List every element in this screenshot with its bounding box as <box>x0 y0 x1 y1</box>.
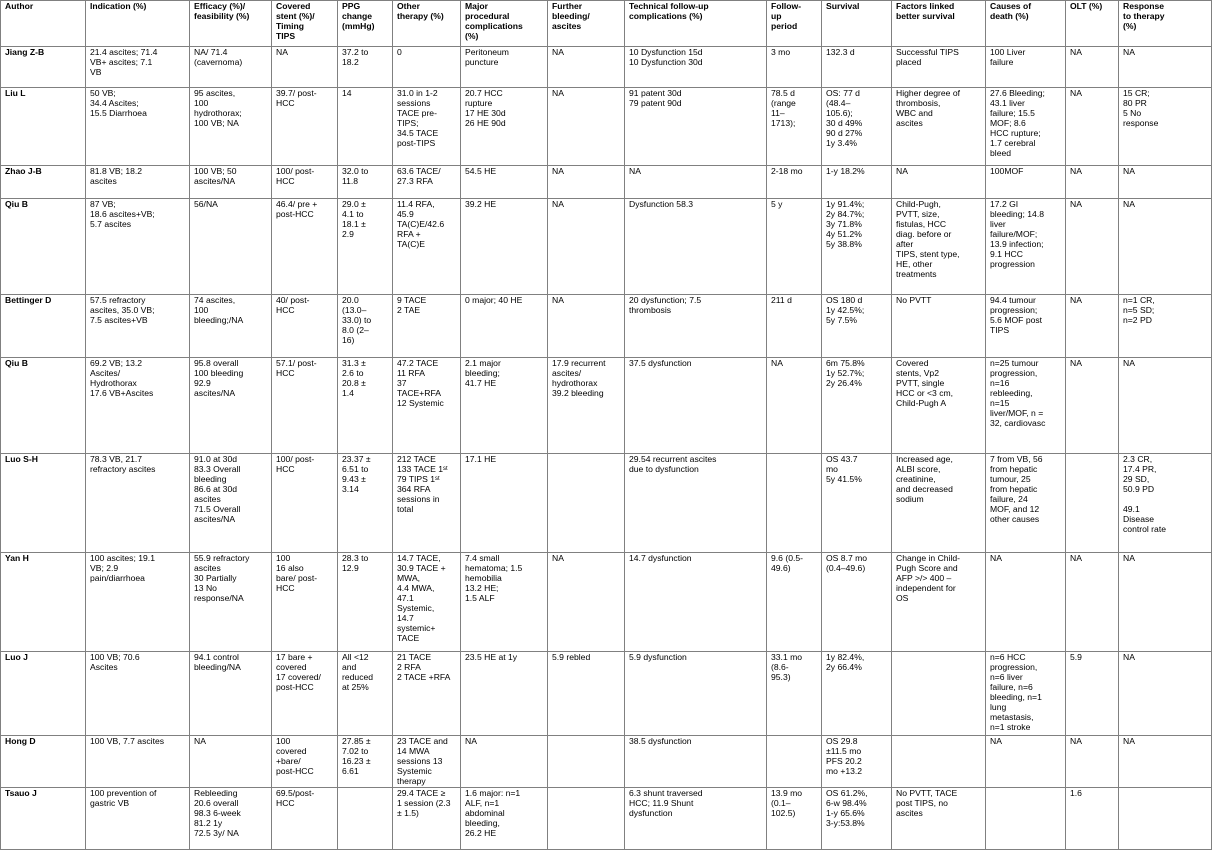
cell-causes-of-death: 27.6 Bleeding; 43.1 liver failure; 15.5 MOF; 8.6 HCC rupture; 1.7 cerebral bleed <box>986 88 1066 166</box>
cell-further-bleeding: NA <box>548 166 625 199</box>
cell-ppg-change: 29.0 ± 4.1 to 18.1 ± 2.9 <box>338 199 393 295</box>
cell-survival: 6m 75.8% 1y 52.7%; 2y 26.4% <box>822 358 892 454</box>
cell-further-bleeding: NA <box>548 88 625 166</box>
cell-covered-stent: 100/ post- HCC <box>272 454 338 553</box>
cell-technical-complications: Dysfunction 58.3 <box>625 199 767 295</box>
cell-follow-up: 5 y <box>767 199 822 295</box>
cell-olt: NA <box>1066 736 1119 788</box>
cell-efficacy: 95.8 overall 100 bleeding 92.9 ascites/NA <box>190 358 272 454</box>
cell-survival: OS 29.8 ±11.5 mo PFS 20.2 mo +13.2 <box>822 736 892 788</box>
cell-efficacy: 91.0 at 30d 83.3 Overall bleeding 86.6 at 30d ascites 71.5 Overall ascites/NA <box>190 454 272 553</box>
table-row <box>1 454 1212 553</box>
cell-efficacy: NA/ 71.4 (cavernoma) <box>190 47 272 88</box>
cell-response: NA <box>1119 358 1212 454</box>
cell-olt: 5.9 <box>1066 652 1119 736</box>
cell-causes-of-death <box>986 787 1066 849</box>
cell-survival: OS 180 d 1y 42.5%; 5y 7.5% <box>822 295 892 358</box>
cell-efficacy: NA <box>190 736 272 788</box>
cell-response: n=1 CR, n=5 SD; n=2 PD <box>1119 295 1212 358</box>
cell-author: Yan H <box>1 553 86 652</box>
cell-indication: 87 VB; 18.6 ascites+VB; 5.7 ascites <box>86 199 190 295</box>
cell-follow-up: 33.1 mo (8.6- 95.3) <box>767 652 822 736</box>
column-header-response: Response to therapy (%) <box>1119 1 1212 47</box>
cell-indication: 100 VB, 7.7 ascites <box>86 736 190 788</box>
table-row <box>1 47 1212 88</box>
column-header-efficacy: Efficacy (%)/ feasibility (%) <box>190 1 272 47</box>
cell-efficacy: Rebleeding 20.6 overall 98.3 6-week 81.2 1y 72.5 3y/ NA <box>190 787 272 849</box>
cell-efficacy: 74 ascites, 100 bleeding;/NA <box>190 295 272 358</box>
cell-causes-of-death: 17.2 GI bleeding; 14.8 liver failure/MOF; 13.9 infection; 9.1 HCC progression <box>986 199 1066 295</box>
cell-indication: 57.5 refractory ascites, 35.0 VB; 7.5 ascites+VB <box>86 295 190 358</box>
column-header-author: Author <box>1 1 86 47</box>
cell-efficacy: 100 VB; 50 ascites/NA <box>190 166 272 199</box>
cell-indication: 100 VB; 70.6 Ascites <box>86 652 190 736</box>
cell-author: Liu L <box>1 88 86 166</box>
cell-procedural-complications: 23.5 HE at 1y <box>461 652 548 736</box>
cell-response: 2.3 CR, 17.4 PR, 29 SD, 50.9 PD 49.1 Disease control rate <box>1119 454 1212 553</box>
column-header-olt: OLT (%) <box>1066 1 1119 47</box>
cell-survival: OS 61.2%, 6-w 98.4% 1-y 65.6% 3-y:53.8% <box>822 787 892 849</box>
cell-olt: NA <box>1066 358 1119 454</box>
cell-survival-factors <box>892 652 986 736</box>
table-row <box>1 553 1212 652</box>
cell-covered-stent: 46.4/ pre + post-HCC <box>272 199 338 295</box>
cell-covered-stent: 40/ post- HCC <box>272 295 338 358</box>
cell-efficacy: 94.1 control bleeding/NA <box>190 652 272 736</box>
cell-author: Zhao J-B <box>1 166 86 199</box>
cell-procedural-complications: Peritoneum puncture <box>461 47 548 88</box>
cell-survival: OS 8.7 mo (0.4–49.6) <box>822 553 892 652</box>
cell-further-bleeding: NA <box>548 295 625 358</box>
cell-author: Luo S-H <box>1 454 86 553</box>
cell-indication: 50 VB; 34.4 Ascites; 15.5 Diarrhoea <box>86 88 190 166</box>
column-header-indication: Indication (%) <box>86 1 190 47</box>
cell-olt: NA <box>1066 553 1119 652</box>
cell-technical-complications: 6.3 shunt traversed HCC; 11.9 Shunt dysfunction <box>625 787 767 849</box>
cell-olt: NA <box>1066 47 1119 88</box>
cell-survival-factors: No PVTT <box>892 295 986 358</box>
cell-survival: OS: 77 d (48.4– 105.6); 30 d 49% 90 d 27% 1y 3.4% <box>822 88 892 166</box>
cell-covered-stent: 17 bare + covered 17 covered/ post-HCC <box>272 652 338 736</box>
cell-olt <box>1066 454 1119 553</box>
column-header-other-therapy: Other therapy (%) <box>393 1 461 47</box>
cell-olt: NA <box>1066 295 1119 358</box>
cell-technical-complications: 14.7 dysfunction <box>625 553 767 652</box>
cell-causes-of-death: NA <box>986 736 1066 788</box>
cell-author: Tsauo J <box>1 787 86 849</box>
table-row <box>1 787 1212 849</box>
cell-procedural-complications: 1.6 major: n=1 ALF, n=1 abdominal bleeding, 26.2 HE <box>461 787 548 849</box>
cell-survival-factors <box>892 736 986 788</box>
cell-survival-factors: No PVTT, TACE post TIPS, no ascites <box>892 787 986 849</box>
cell-survival: 1y 82.4%, 2y 66.4% <box>822 652 892 736</box>
column-header-further-bleeding: Further bleeding/ ascites <box>548 1 625 47</box>
cell-procedural-complications: 39.2 HE <box>461 199 548 295</box>
cell-indication: 100 prevention of gastric VB <box>86 787 190 849</box>
cell-further-bleeding: NA <box>548 47 625 88</box>
cell-olt: NA <box>1066 88 1119 166</box>
cell-further-bleeding: 5.9 rebled <box>548 652 625 736</box>
cell-other-therapy: 21 TACE 2 RFA 2 TACE +RFA <box>393 652 461 736</box>
cell-author: Jiang Z-B <box>1 47 86 88</box>
table-row <box>1 199 1212 295</box>
column-header-procedural-complications: Major procedural complications (%) <box>461 1 548 47</box>
cell-ppg-change: 37.2 to 18.2 <box>338 47 393 88</box>
cell-survival: OS 43.7 mo 5y 41.5% <box>822 454 892 553</box>
column-header-technical-complications: Technical follow-up complications (%) <box>625 1 767 47</box>
cell-response: 15 CR; 80 PR 5 No response <box>1119 88 1212 166</box>
cell-causes-of-death: n=6 HCC progression, n=6 liver failure, n=6 bleeding, n=1 lung metastasis, n=1 stroke <box>986 652 1066 736</box>
cell-procedural-complications: 2.1 major bleeding; 41.7 HE <box>461 358 548 454</box>
cell-causes-of-death: 7 from VB, 56 from hepatic tumour, 25 from hepatic failure, 24 MOF, and 12 other causes <box>986 454 1066 553</box>
cell-efficacy: 95 ascites, 100 hydrothorax; 100 VB; NA <box>190 88 272 166</box>
cell-survival-factors: Child-Pugh, PVTT, size, fistulas, HCC diag. before or after TIPS, stent type, HE, other treatments <box>892 199 986 295</box>
cell-procedural-complications: 7.4 small hematoma; 1.5 hemobilia 13.2 HE; 1.5 ALF <box>461 553 548 652</box>
cell-follow-up: 9.6 (0.5- 49.6) <box>767 553 822 652</box>
cell-further-bleeding <box>548 787 625 849</box>
cell-efficacy: 56/NA <box>190 199 272 295</box>
cell-follow-up <box>767 454 822 553</box>
cell-ppg-change: 14 <box>338 88 393 166</box>
cell-survival-factors: Increased age, ALBI score, creatinine, and decreased sodium <box>892 454 986 553</box>
cell-further-bleeding <box>548 454 625 553</box>
cell-author: Bettinger D <box>1 295 86 358</box>
cell-survival-factors: NA <box>892 166 986 199</box>
cell-other-therapy: 11.4 RFA, 45.9 TA(C)E/42.6 RFA + TA(C)E <box>393 199 461 295</box>
column-header-survival-factors: Factors linked better survival <box>892 1 986 47</box>
cell-indication: 78.3 VB, 21.7 refractory ascites <box>86 454 190 553</box>
column-header-causes-of-death: Causes of death (%) <box>986 1 1066 47</box>
cell-covered-stent: 57.1/ post- HCC <box>272 358 338 454</box>
cell-other-therapy: 212 TACE 133 TACE 1ˢᵗ 79 TIPS 1ˢᵗ 364 RFA sessions in total <box>393 454 461 553</box>
cell-covered-stent: 100 covered +bare/ post-HCC <box>272 736 338 788</box>
cell-technical-complications: 20 dysfunction; 7.5 thrombosis <box>625 295 767 358</box>
cell-olt: 1.6 <box>1066 787 1119 849</box>
cell-other-therapy: 31.0 in 1-2 sessions TACE pre- TIPS; 34.5 TACE post-TIPS <box>393 88 461 166</box>
table-row <box>1 295 1212 358</box>
cell-response: NA <box>1119 736 1212 788</box>
cell-other-therapy: 23 TACE and 14 MWA sessions 13 Systemic therapy <box>393 736 461 788</box>
cell-technical-complications: 38.5 dysfunction <box>625 736 767 788</box>
cell-further-bleeding <box>548 736 625 788</box>
cell-survival-factors: Higher degree of thrombosis, WBC and ascites <box>892 88 986 166</box>
table-row <box>1 166 1212 199</box>
cell-survival-factors: Successful TIPS placed <box>892 47 986 88</box>
cell-causes-of-death: 100MOF <box>986 166 1066 199</box>
cell-other-therapy: 29.4 TACE ≥ 1 session (2.3 ± 1.5) <box>393 787 461 849</box>
cell-further-bleeding: NA <box>548 199 625 295</box>
cell-efficacy: 55.9 refractory ascites 30 Partially 13 No response/NA <box>190 553 272 652</box>
cell-procedural-complications: 17.1 HE <box>461 454 548 553</box>
cell-causes-of-death: NA <box>986 553 1066 652</box>
cell-survival: 132.3 d <box>822 47 892 88</box>
cell-technical-complications: 91 patent 30d 79 patent 90d <box>625 88 767 166</box>
cell-olt: NA <box>1066 199 1119 295</box>
cell-covered-stent: 69.5/post- HCC <box>272 787 338 849</box>
table-row <box>1 736 1212 788</box>
table-row <box>1 88 1212 166</box>
cell-causes-of-death: n=25 tumour progression, n=16 rebleeding, n=15 liver/MOF, n = 32, cardiovasc <box>986 358 1066 454</box>
cell-follow-up: 13.9 mo (0.1– 102.5) <box>767 787 822 849</box>
cell-follow-up <box>767 736 822 788</box>
cell-indication: 69.2 VB; 13.2 Ascites/ Hydrothorax 17.6 VB+Ascites <box>86 358 190 454</box>
cell-ppg-change: 23.37 ± 6.51 to 9.43 ± 3.14 <box>338 454 393 553</box>
cell-covered-stent: NA <box>272 47 338 88</box>
column-header-survival: Survival <box>822 1 892 47</box>
cell-follow-up: 3 mo <box>767 47 822 88</box>
column-header-follow-up: Follow- up period <box>767 1 822 47</box>
cell-survival: 1-y 18.2% <box>822 166 892 199</box>
cell-ppg-change: 32.0 to 11.8 <box>338 166 393 199</box>
cell-ppg-change: 31.3 ± 2.6 to 20.8 ± 1.4 <box>338 358 393 454</box>
cell-procedural-complications: NA <box>461 736 548 788</box>
cell-author: Qiu B <box>1 358 86 454</box>
cell-follow-up: 211 d <box>767 295 822 358</box>
cell-survival-factors: Change in Child- Pugh Score and AFP >/> 400 – independent for OS <box>892 553 986 652</box>
cell-procedural-complications: 20.7 HCC rupture 17 HE 30d 26 HE 90d <box>461 88 548 166</box>
cell-technical-complications: 37.5 dysfunction <box>625 358 767 454</box>
cell-survival-factors: Covered stents, Vp2 PVTT, single HCC or <3 cm, Child-Pugh A <box>892 358 986 454</box>
cell-covered-stent: 100 16 also bare/ post- HCC <box>272 553 338 652</box>
cell-response <box>1119 787 1212 849</box>
column-header-ppg-change: PPG change (mmHg) <box>338 1 393 47</box>
cell-follow-up: 2-18 mo <box>767 166 822 199</box>
cell-survival: 1y 91.4%; 2y 84.7%; 3y 71.8% 4y 51.2% 5y 38.8% <box>822 199 892 295</box>
cell-response: NA <box>1119 166 1212 199</box>
header-row <box>1 1 1212 47</box>
cell-other-therapy: 63.6 TACE/ 27.3 RFA <box>393 166 461 199</box>
cell-author: Luo J <box>1 652 86 736</box>
cell-follow-up: NA <box>767 358 822 454</box>
cell-ppg-change: 27.85 ± 7.02 to 16.23 ± 6.61 <box>338 736 393 788</box>
table-row <box>1 358 1212 454</box>
cell-other-therapy: 0 <box>393 47 461 88</box>
cell-technical-complications: 10 Dysfunction 15d 10 Dysfunction 30d <box>625 47 767 88</box>
cell-causes-of-death: 100 Liver failure <box>986 47 1066 88</box>
cell-other-therapy: 47.2 TACE 11 RFA 37 TACE+RFA 12 Systemic <box>393 358 461 454</box>
cell-further-bleeding: 17.9 recurrent ascites/ hydrothorax 39.2 bleeding <box>548 358 625 454</box>
cell-ppg-change <box>338 787 393 849</box>
cell-technical-complications: NA <box>625 166 767 199</box>
cell-response: NA <box>1119 553 1212 652</box>
cell-ppg-change: 28.3 to 12.9 <box>338 553 393 652</box>
cell-ppg-change: All <12 and reduced at 25% <box>338 652 393 736</box>
cell-causes-of-death: 94.4 tumour progression; 5.6 MOF post TIPS <box>986 295 1066 358</box>
cell-indication: 100 ascites; 19.1 VB; 2.9 pain/diarrhoea <box>86 553 190 652</box>
cell-other-therapy: 14.7 TACE, 30.9 TACE + MWA, 4.4 MWA, 47.1 Systemic, 14.7 systemic+ TACE <box>393 553 461 652</box>
cell-procedural-complications: 54.5 HE <box>461 166 548 199</box>
cell-covered-stent: 39.7/ post- HCC <box>272 88 338 166</box>
cell-author: Qiu B <box>1 199 86 295</box>
cell-technical-complications: 5.9 dysfunction <box>625 652 767 736</box>
cell-other-therapy: 9 TACE 2 TAE <box>393 295 461 358</box>
cell-response: NA <box>1119 652 1212 736</box>
cell-technical-complications: 29.54 recurrent ascites due to dysfunction <box>625 454 767 553</box>
cell-response: NA <box>1119 199 1212 295</box>
cell-follow-up: 78.5 d (range 11– 1713); <box>767 88 822 166</box>
cell-covered-stent: 100/ post- HCC <box>272 166 338 199</box>
cell-indication: 21.4 ascites; 71.4 VB+ ascites; 7.1 VB <box>86 47 190 88</box>
cell-ppg-change: 20.0 (13.0– 33.0) to 8.0 (2– 16) <box>338 295 393 358</box>
cell-procedural-complications: 0 major; 40 HE <box>461 295 548 358</box>
table-row <box>1 652 1212 736</box>
cell-author: Hong D <box>1 736 86 788</box>
table-header <box>1 1 1212 47</box>
cell-olt: NA <box>1066 166 1119 199</box>
column-header-covered-stent: Covered stent (%)/ Timing TIPS <box>272 1 338 47</box>
table-body <box>1 47 1212 850</box>
cell-response: NA <box>1119 47 1212 88</box>
cell-further-bleeding: NA <box>548 553 625 652</box>
cell-indication: 81.8 VB; 18.2 ascites <box>86 166 190 199</box>
